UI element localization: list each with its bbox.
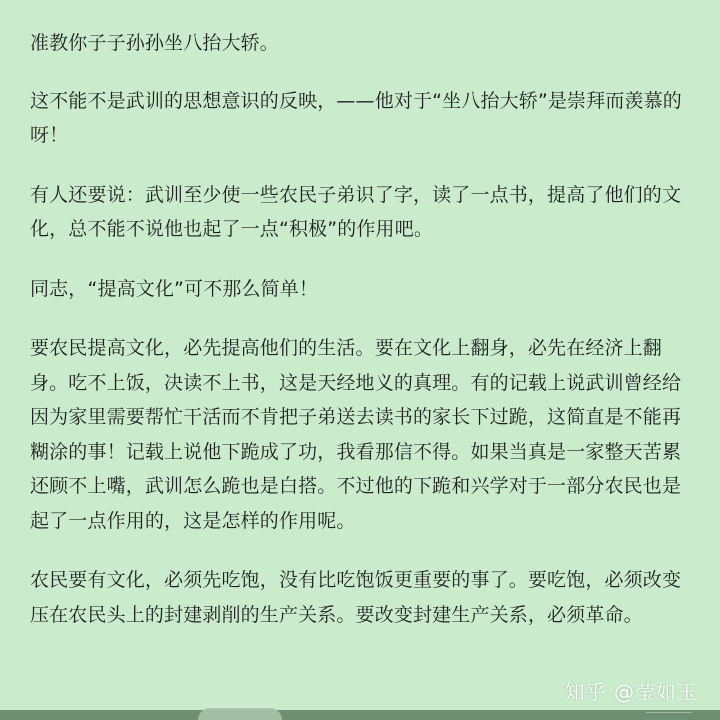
bottom-right-mark — [646, 712, 692, 719]
article-body — [30, 26, 692, 657]
bottom-bar — [0, 710, 720, 720]
paragraph-2: 这不能不是武训的思想意识的反映，——他对于“坐八抬大轿”是崇拜而羡慕的呀！ — [30, 89, 682, 146]
paragraph-4: 同志，“提高文化”可不那么简单！ — [30, 277, 319, 300]
zhihu-watermark: 知乎 @莹如玉 — [564, 680, 698, 704]
paragraph-5: 要农民提高文化，必先提高他们的生活。要在文化上翻身，必先在经济上翻身。吃不上饭，决读不上书，这是天经地义的真理。有的记载上说武训曾经给因为家里需要帮忙干活而不肯把子弟送去读书的家长下过跪，这简直是不能再糊涂的事！记载上说他下跪成了功，我看那信不得。如果当真是一家整天苦累还顾不上嘴，武训怎么跪也是白搭。不过他的下跪和兴学对于一部分农民也是起了一点作用的，这是怎样的作用呢。 — [30, 337, 682, 532]
paragraph-3: 有人还要说：武训至少使一些农民子弟识了字，读了一点书，提高了他们的文化，总不能不说他也起了一点“积极”的作用吧。 — [30, 183, 682, 240]
bottom-handle[interactable] — [198, 708, 282, 720]
paragraph-1: 准教你子子孙孙坐八抬大轿。 — [30, 32, 279, 54]
paragraph-6: 农民要有文化，必须先吃饱，没有比吃饱饭更重要的事了。要吃饱，必须改变压在农民头上的封建剥削的生产关系。要改变封建生产关系，必须革命。 — [30, 569, 682, 626]
